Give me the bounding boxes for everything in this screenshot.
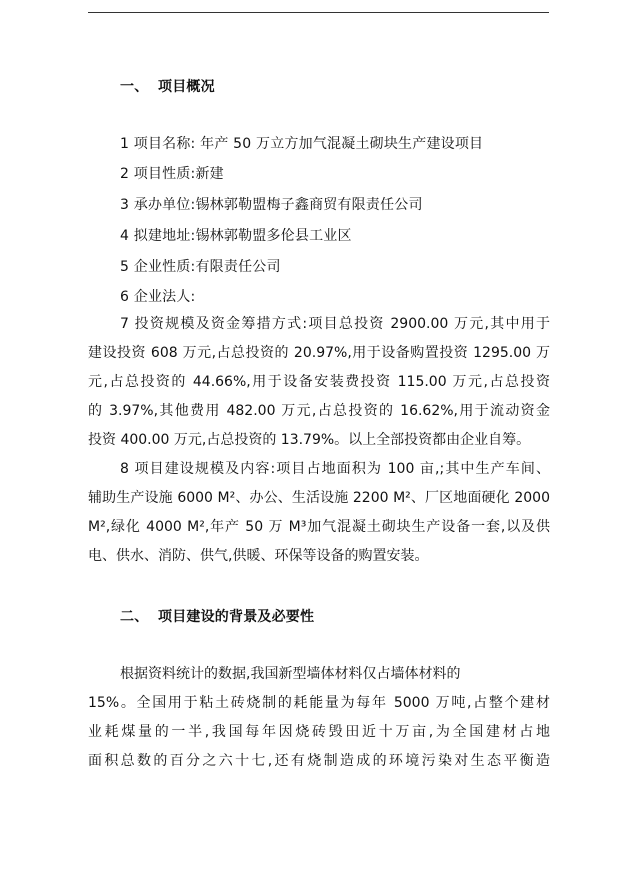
scale-paragraph — [88, 455, 550, 571]
background-paragraph — [88, 660, 550, 776]
item-legal-person: 6 企业法人: — [120, 289, 196, 305]
section-1-number: 一、 — [120, 79, 149, 95]
paragraph-line: 电、供水、消防、供气,供暖、环保等设备的购置安装。 — [88, 548, 429, 564]
paragraph-line: 15%。全国用于粘土砖烧制的耗能量为每年 5000 万吨,占整个建材 — [88, 695, 550, 711]
paragraph-line: 8 项目建设规模及内容:项目占地面积为 100 亩,;其中生产车间、 — [120, 461, 550, 477]
paragraph-line: 的 3.97%,其他费用 482.00 万元,占总投资的 16.62%,用于流动资金 — [88, 403, 550, 419]
paragraph-line: 元,占总投资的 44.66%,用于设备安装费投资 115.00 万元,占总投资 — [88, 374, 550, 390]
section-2-heading — [120, 606, 314, 626]
header-rule — [88, 12, 549, 13]
item-enterprise-nature: 5 企业性质:有限责任公司 — [120, 259, 281, 275]
item-project-name: 1 项目名称: 年产 50 万立方加气混凝土砌块生产建设项目 — [120, 136, 484, 152]
section-1-heading — [120, 76, 215, 96]
section-2-title: 项目建设的背景及必要性 — [158, 609, 315, 625]
item-undertaking-unit: 3 承办单位:锡林郭勒盟梅子鑫商贸有限责任公司 — [120, 197, 423, 213]
paragraph-line: M²,绿化 4000 M²,年产 50 万 M³加气混凝土砌块生产设备一套,以及供 — [88, 519, 550, 535]
paragraph-line: 建设投资 608 万元,占总投资的 20.97%,用于设备购置投资 1295.00 万 — [88, 345, 550, 361]
paragraph-line: 根据资料统计的数据,我国新型墙体材料仅占墙体材料的 — [120, 666, 461, 682]
investment-paragraph — [88, 310, 550, 455]
item-project-nature: 2 项目性质:新建 — [120, 166, 224, 182]
item-proposed-site: 4 拟建地址:锡林郭勒盟多伦县工业区 — [120, 228, 352, 244]
paragraph-line: 投资 400.00 万元,占总投资的 13.79%。以上全部投资都由企业自筹。 — [88, 432, 531, 448]
section-1-title: 项目概况 — [158, 79, 215, 95]
section-2-number: 二、 — [120, 609, 149, 625]
paragraph-line: 业耗煤量的一半,我国每年因烧砖毁田近十万亩,为全国建材占地 — [88, 724, 550, 740]
paragraph-line: 面积总数的百分之六十七,还有烧制造成的环境污染对生态平衡造 — [88, 753, 550, 769]
paragraph-line: 辅助生产设施 6000 M²、办公、生活设施 2200 M²、厂区地面硬化 2000 — [88, 490, 550, 506]
paragraph-line: 7 投资规模及资金筹措方式:项目总投资 2900.00 万元,其中用于 — [120, 316, 550, 332]
